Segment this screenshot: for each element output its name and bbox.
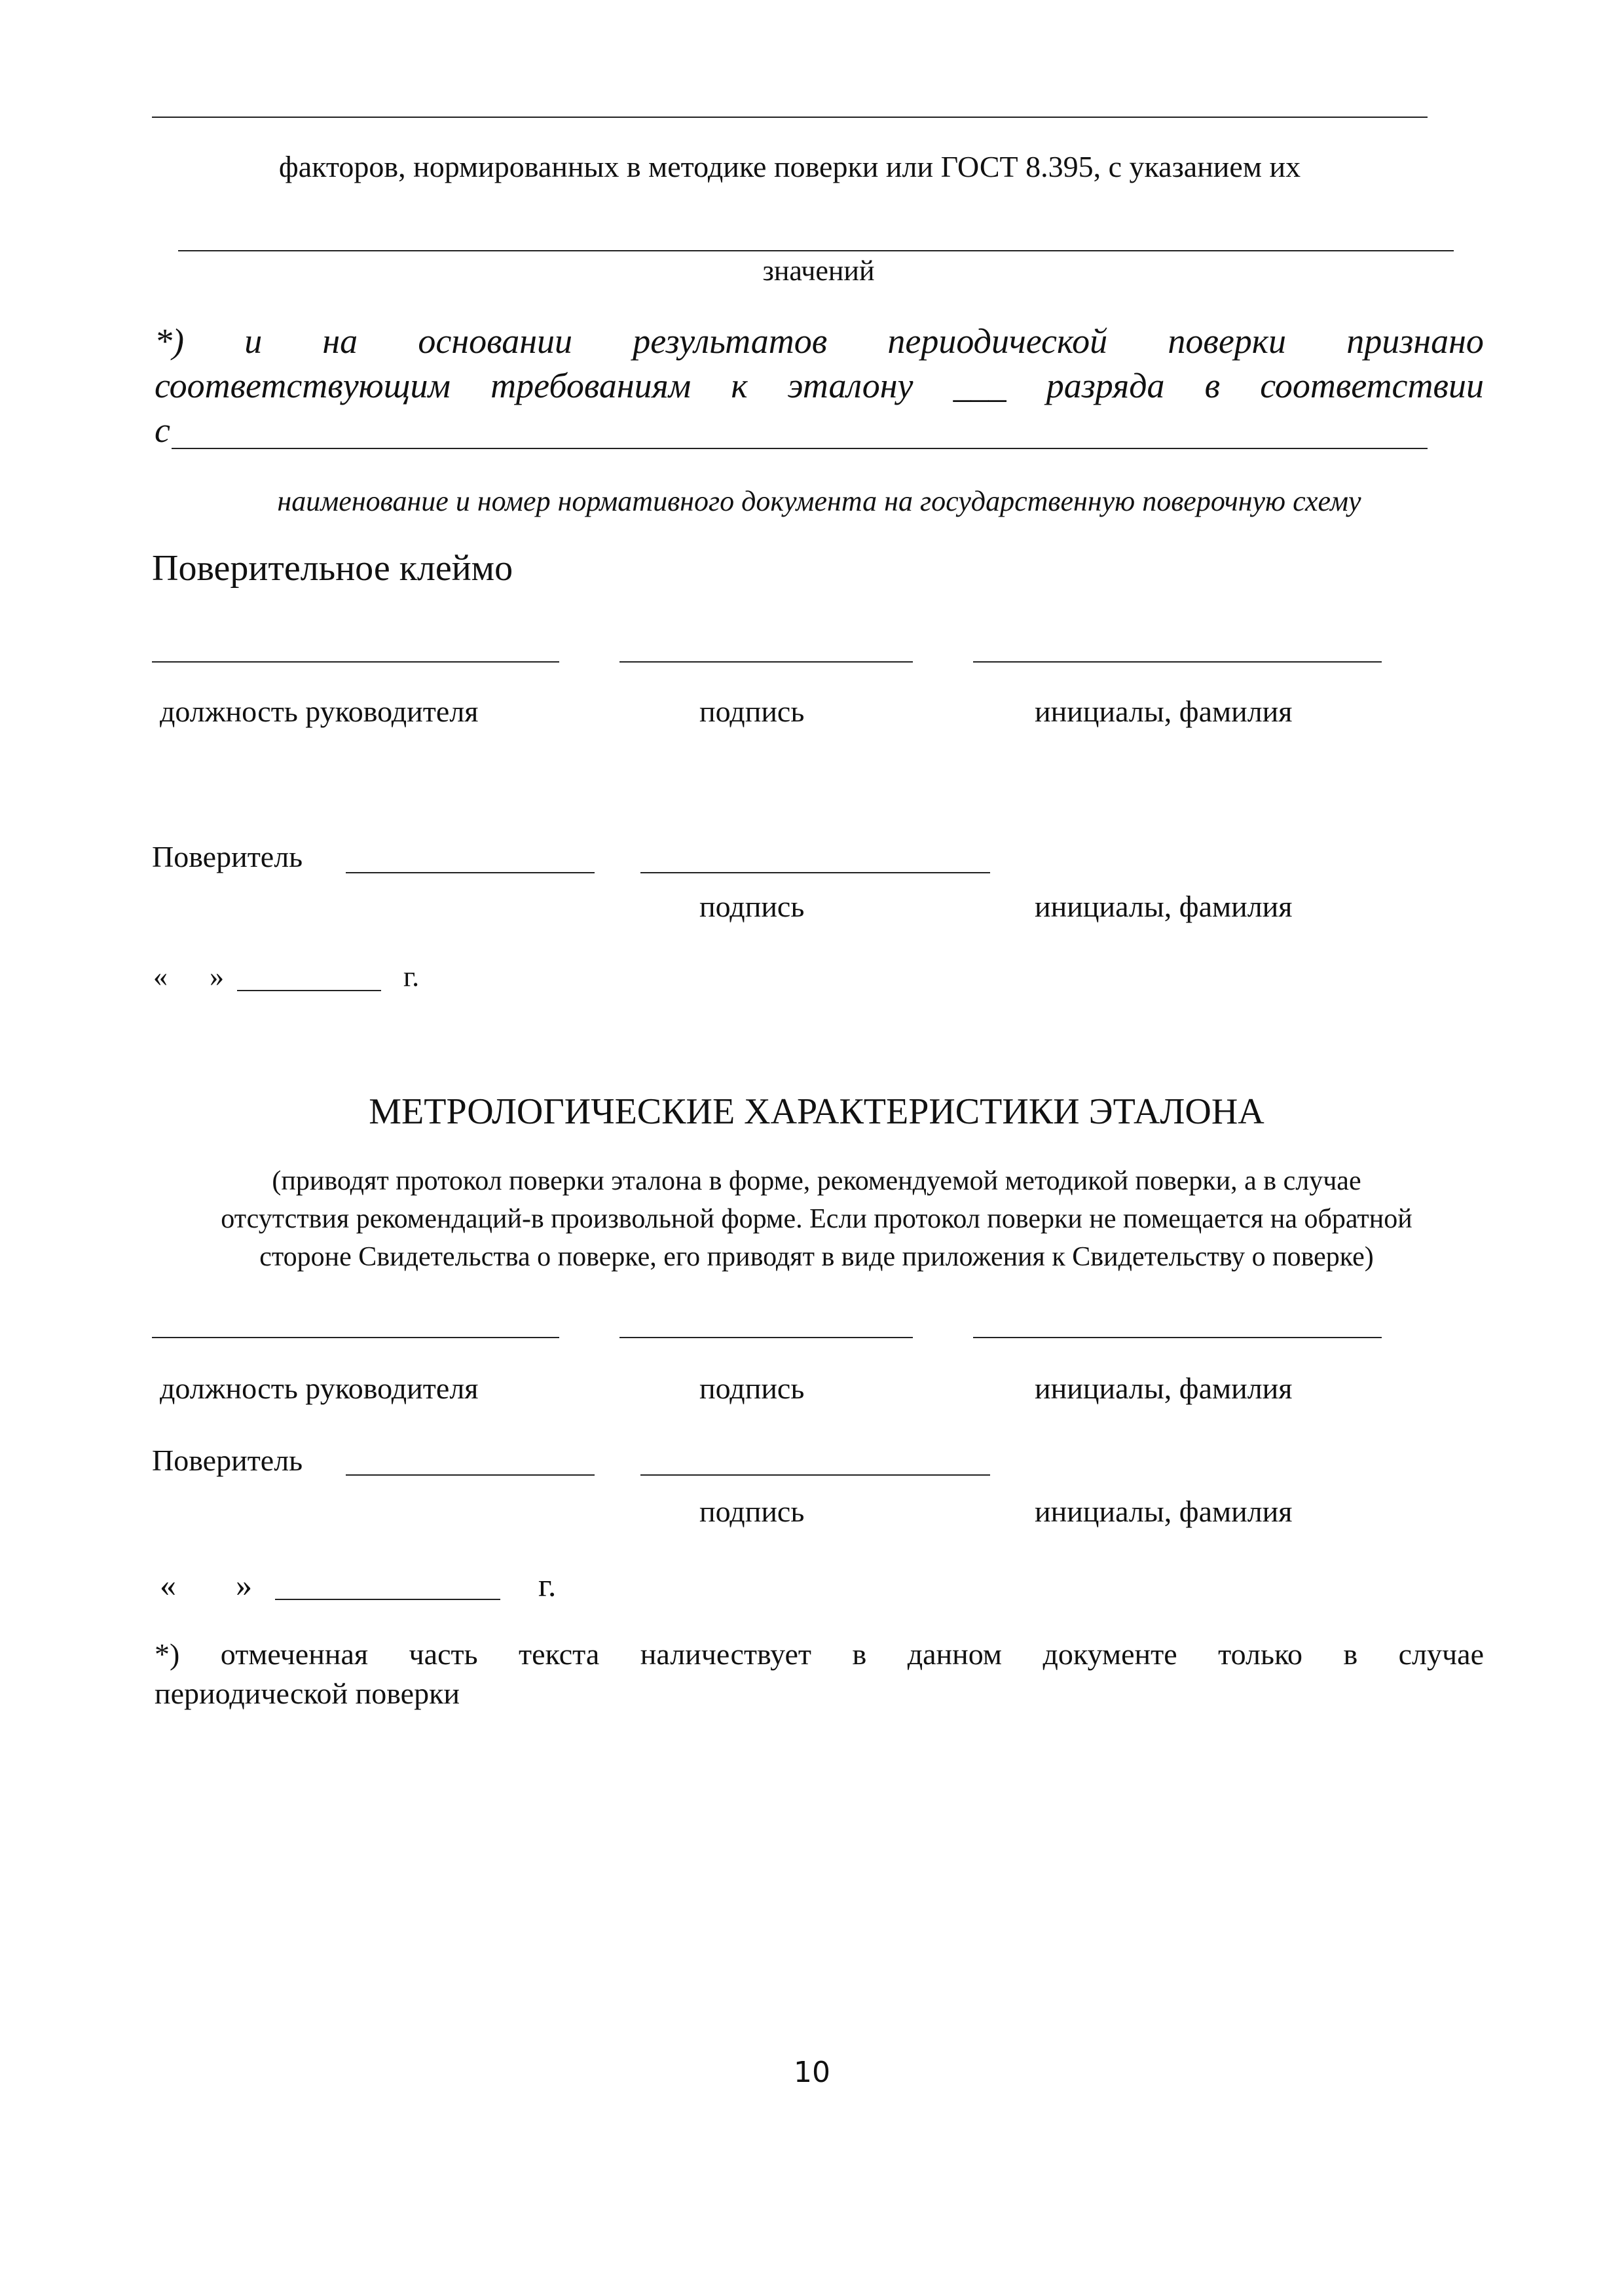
verifier-name-label-2: инициалы, фамилия [1035, 1495, 1293, 1528]
section-note-line-3: стороне Свидетельства о поверке, его приводят в виде приложения к Свидетельству о поверке) [259, 1242, 1374, 1272]
position-label-2: должность руководителя [160, 1372, 479, 1405]
position-label-1: должность руководителя [160, 695, 479, 728]
footnote-word: часть [409, 1637, 478, 1671]
periodic-word: ___ [953, 366, 1006, 405]
footnote-word: данном [907, 1637, 1003, 1671]
verifier-signature-label-1: подпись [699, 890, 805, 923]
verifier-name-line-1 [640, 872, 990, 873]
date-open-quote-2: « [160, 1567, 176, 1603]
factors-text: факторов, нормированных в методике поверки или ГОСТ 8.395, с указанием их [278, 150, 1301, 183]
date-month-line-1 [237, 990, 381, 991]
signature-label-2: подпись [699, 1372, 805, 1405]
footnote-word: наличествует [640, 1637, 812, 1671]
periodic-word: к [731, 366, 748, 405]
date-open-quote-1: « [153, 960, 168, 993]
periodic-word: и [244, 321, 263, 361]
section-note-line-1: (приводят протокол поверки эталона в форме, рекомендуемой методикой поверки, а в случае [272, 1166, 1361, 1196]
footnote-line-1 [155, 1637, 1484, 1671]
periodic-word: *) [155, 321, 184, 361]
periodic-line-1 [155, 321, 1484, 361]
periodic-word: результатов [633, 321, 828, 361]
footnote-line-2: периодической поверки [155, 1677, 460, 1710]
signature-label-1: подпись [699, 695, 805, 728]
periodic-word: соответствующим [155, 366, 451, 405]
name-line-1 [973, 661, 1382, 663]
date-close-quote-2: » [236, 1567, 252, 1603]
position-line-2 [152, 1337, 559, 1338]
date-month-line-2 [275, 1599, 500, 1600]
periodic-word: соответствии [1260, 366, 1484, 405]
signature-line-1 [619, 661, 913, 663]
periodic-line-2 [155, 365, 1484, 406]
footnote-word: текста [519, 1637, 600, 1671]
name-line-2 [973, 1337, 1382, 1338]
periodic-word: признано [1346, 321, 1484, 361]
periodic-word: периодической [887, 321, 1108, 361]
verifier-signature-line-2 [346, 1474, 595, 1476]
values-caption: значений [762, 255, 875, 287]
footnote-word: в [852, 1637, 867, 1671]
verifier-name-label-1: инициалы, фамилия [1035, 890, 1293, 923]
top-rule [152, 117, 1428, 118]
normative-doc-caption: наименование и номер нормативного документа на государственную поверочную схему [277, 485, 1361, 517]
normative-doc-rule [172, 448, 1428, 449]
section-note-line-2: отсутствия рекомендаций-в произвольной форме. Если протокол поверки не помещается на обратной [221, 1204, 1412, 1234]
page-number: 10 [794, 2056, 830, 2089]
verifier-name-line-2 [640, 1474, 990, 1476]
verifier-label-2: Поверитель [152, 1444, 303, 1477]
footnote-word: отмеченная [220, 1637, 369, 1671]
name-label-1: инициалы, фамилия [1035, 695, 1293, 728]
periodic-word: разряда [1046, 366, 1165, 405]
position-line-1 [152, 661, 559, 663]
verifier-signature-label-2: подпись [699, 1495, 805, 1528]
stamp-label: Поверительное клеймо [152, 548, 513, 589]
name-label-2: инициалы, фамилия [1035, 1372, 1293, 1405]
periodic-word: основании [418, 321, 573, 361]
date-year-2: г. [538, 1567, 557, 1603]
date-close-quote-1: » [210, 960, 224, 993]
signature-line-2 [619, 1337, 913, 1338]
footnote-word: случае [1398, 1637, 1484, 1671]
verifier-label-1: Поверитель [152, 840, 303, 873]
periodic-word: требованиям [490, 366, 692, 405]
footnote-word: документе [1043, 1637, 1177, 1671]
section-title: МЕТРОЛОГИЧЕСКИЕ ХАРАКТЕРИСТИКИ ЭТАЛОНА [369, 1091, 1264, 1132]
periodic-word: поверки [1168, 321, 1287, 361]
footnote-word: в [1343, 1637, 1358, 1671]
verifier-signature-line-1 [346, 872, 595, 873]
periodic-word: эталону [787, 366, 913, 405]
periodic-word: в [1204, 366, 1221, 405]
footnote-word: *) [155, 1637, 180, 1671]
periodic-word: на [322, 321, 358, 361]
periodic-line-3-lead: с [155, 410, 170, 450]
values-rule [178, 250, 1454, 251]
footnote-word: только [1218, 1637, 1302, 1671]
date-year-1: г. [403, 960, 420, 993]
